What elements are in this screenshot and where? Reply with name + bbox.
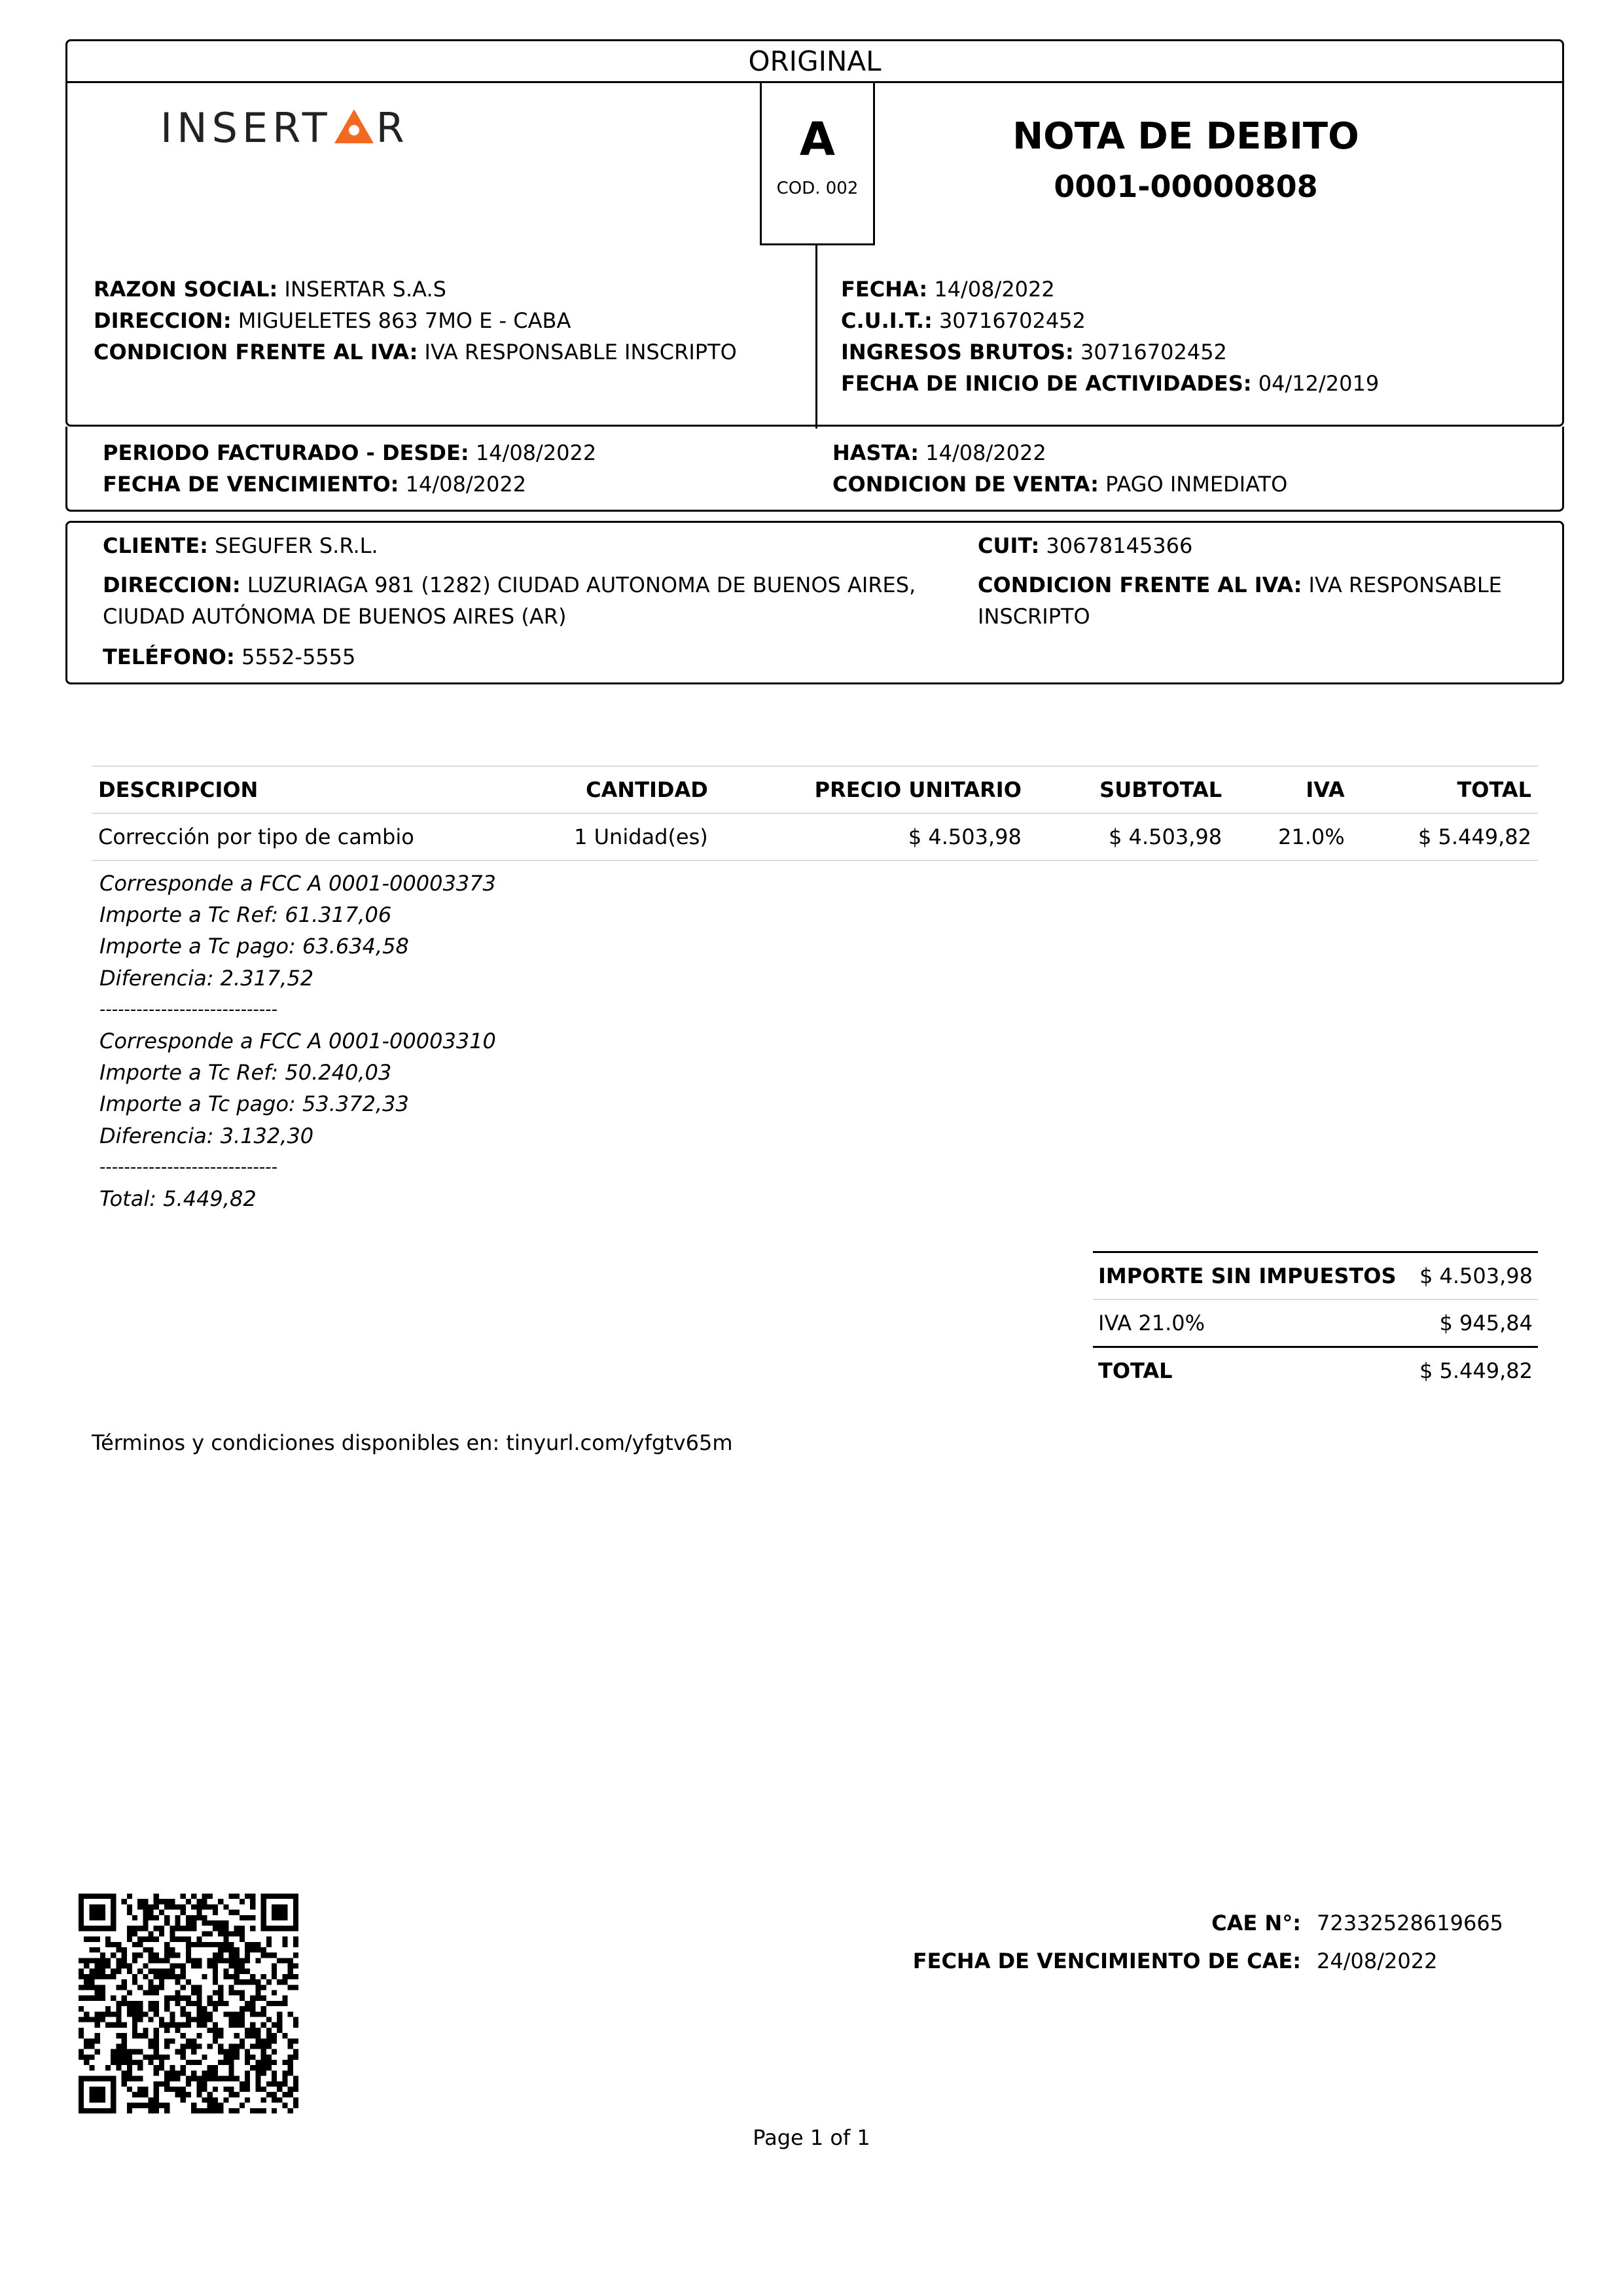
condicion-venta-label: CONDICION DE VENTA: (832, 472, 1099, 497)
note-line: Corresponde a FCC A 0001-00003310 (99, 1029, 496, 1054)
iva-total-label: IVA 21.0% (1093, 1299, 1410, 1347)
desde-value: 14/08/2022 (475, 440, 597, 465)
grand-total-label: TOTAL (1098, 1358, 1173, 1383)
razon-social-value: INSERTAR S.A.S (284, 277, 446, 302)
cell-iva: 21.0% (1228, 813, 1351, 860)
page-number: Page 1 of 1 (753, 2125, 870, 2150)
col-subtotal: SUBTOTAL (1028, 766, 1228, 813)
client-iva-line1: IVA RESPONSABLE (1308, 573, 1502, 597)
client-info-left (103, 530, 916, 673)
col-total: TOTAL (1351, 766, 1538, 813)
client-info-right (978, 530, 1502, 632)
period-info-right (832, 437, 1287, 500)
hasta-label: HASTA: (832, 440, 919, 465)
item-notes (99, 868, 496, 1214)
items-header-row (92, 766, 1538, 813)
cuit-label: C.U.I.T.: (841, 308, 933, 333)
invoice-code: COD. 002 (776, 179, 859, 198)
iva-total-value: $ 945,84 (1410, 1299, 1538, 1347)
client-cuit-label: CUIT: (978, 533, 1040, 558)
note-line: Importe a Tc Ref: 61.317,06 (99, 902, 392, 928)
hasta-value: 14/08/2022 (925, 440, 1046, 465)
client-cuit-value: 30678145366 (1046, 533, 1193, 558)
copy-label: ORIGINAL (67, 41, 1562, 83)
grand-total-value: $ 5.449,82 (1419, 1358, 1533, 1383)
desde-label: PERIODO FACTURADO - DESDE: (103, 440, 469, 465)
issuer-info-left (94, 274, 737, 368)
table-row (92, 813, 1538, 860)
totals-table (1093, 1251, 1538, 1394)
cae-vto-label: FECHA DE VENCIMIENTO DE CAE: (912, 1949, 1301, 1973)
note-line: Importe a Tc pago: 63.634,58 (99, 934, 409, 959)
inicio-label: FECHA DE INICIO DE ACTIVIDADES: (841, 371, 1252, 396)
condicion-venta-value: PAGO INMEDIATO (1105, 472, 1288, 497)
cell-subtotal: $ 4.503,98 (1028, 813, 1228, 860)
qr-code-icon (79, 1894, 298, 2113)
subtotal-label: IMPORTE SIN IMPUESTOS (1093, 1252, 1410, 1300)
items-table (92, 766, 1538, 861)
col-precio-unitario: PRECIO UNITARIO (715, 766, 1028, 813)
inicio-value: 04/12/2019 (1258, 371, 1380, 396)
invoice-type-box (760, 83, 875, 245)
header-divider (815, 245, 817, 429)
issuer-direccion-value: MIGUELETES 863 7MO E - CABA (238, 308, 571, 333)
col-iva: IVA (1228, 766, 1351, 813)
terms-text: Términos y condiciones disponibles en: tinyurl.com/yfgtv65m (92, 1430, 733, 1455)
vencimiento-value: 14/08/2022 (405, 472, 527, 497)
client-direccion-label: DIRECCION: (103, 573, 241, 597)
company-logo (160, 92, 409, 164)
client-direccion-line2: CIUDAD AUTÓNOMA DE BUENOS AIRES (AR) (103, 604, 567, 629)
client-iva-line2: INSCRIPTO (978, 604, 1090, 629)
totals-row-total (1093, 1347, 1538, 1394)
cell-precio-unitario: $ 4.503,98 (715, 813, 1028, 860)
telefono-label: TELÉFONO: (103, 645, 235, 669)
cae-label: CAE N°: (1211, 1911, 1301, 1935)
issuer-iva-value: IVA RESPONSABLE INSCRIPTO (424, 340, 737, 364)
iibb-label: INGRESOS BRUTOS: (841, 340, 1074, 364)
vencimiento-label: FECHA DE VENCIMIENTO: (103, 472, 399, 497)
cell-total: $ 5.449,82 (1351, 813, 1538, 860)
cae-value: 72332528619665 (1317, 1911, 1504, 1935)
note-line: Diferencia: 3.132,30 (99, 1123, 314, 1148)
totals-row-iva (1093, 1299, 1538, 1347)
note-line: Importe a Tc pago: 53.372,33 (99, 1091, 409, 1117)
iibb-value: 30716702452 (1080, 340, 1227, 364)
issuer-direccion-label: DIRECCION: (94, 308, 232, 333)
note-line: Corresponde a FCC A 0001-00003373 (99, 871, 496, 896)
cae-vto-value: 24/08/2022 (1317, 1949, 1438, 1973)
note-separator: ----------------------------- (99, 999, 278, 1019)
period-info-left (103, 437, 596, 500)
note-line: Importe a Tc Ref: 50.240,03 (99, 1060, 392, 1086)
note-separator: ----------------------------- (99, 1157, 278, 1177)
totals-row-subtotal (1093, 1252, 1538, 1300)
client-direccion-line1: LUZURIAGA 981 (1282) CIUDAD AUTONOMA DE BUENOS AIRES, (247, 573, 916, 597)
issuer-info-right (841, 274, 1379, 399)
cell-descripcion: Corrección por tipo de cambio (92, 813, 527, 860)
logo-text-right: R (376, 103, 409, 152)
client-iva-label: CONDICION FRENTE AL IVA: (978, 573, 1302, 597)
cuit-value: 30716702452 (938, 308, 1086, 333)
cliente-label: CLIENTE: (103, 533, 208, 558)
razon-social-label: RAZON SOCIAL: (94, 277, 278, 302)
note-line: Total: 5.449,82 (99, 1186, 257, 1212)
telefono-value: 5552-5555 (241, 645, 356, 669)
cell-cantidad: 1 Unidad(es) (527, 813, 715, 860)
qr-modules (79, 1894, 298, 2113)
issuer-iva-label: CONDICION FRENTE AL IVA: (94, 340, 418, 364)
subtotal-value: $ 4.503,98 (1410, 1252, 1538, 1300)
document-title: NOTA DE DEBITO (1012, 115, 1359, 158)
cliente-value: SEGUFER S.R.L. (215, 533, 378, 558)
cae-block (913, 1904, 1505, 1980)
invoice-letter: A (799, 113, 836, 166)
logo-triangle-icon (334, 109, 374, 143)
fecha-label: FECHA: (841, 277, 928, 302)
col-descripcion: DESCRIPCION (92, 766, 527, 813)
document-number: 0001-00000808 (1054, 169, 1318, 204)
col-cantidad: CANTIDAD (527, 766, 715, 813)
note-line: Diferencia: 2.317,52 (99, 965, 314, 991)
fecha-value: 14/08/2022 (934, 277, 1055, 302)
logo-text-left: INSERT (160, 103, 332, 152)
